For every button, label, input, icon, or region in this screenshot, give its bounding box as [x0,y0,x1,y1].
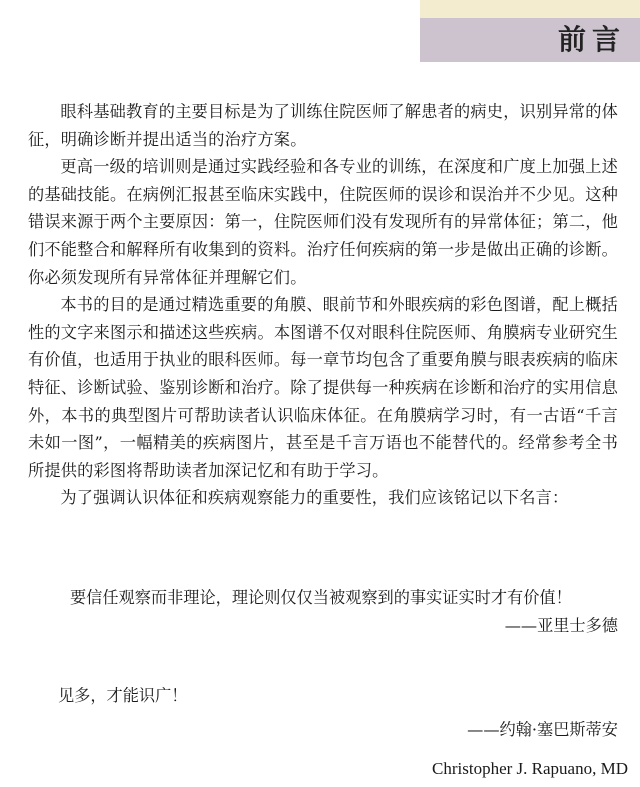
paragraph: 为了强调认识体征和疾病观察能力的重要性，我们应该铭记以下名言： [60,488,569,508]
proverb-text: 见多，才能识广！ [58,686,188,705]
proverb-author: ——约翰·塞巴斯蒂安 [467,720,618,739]
author-signature: Christopher J. Rapuano, MD [432,759,628,778]
paragraph: 更高一级的培训则是通过实践经验和各专业的训练，在深度和广度上加强上述的基础技能。在病例汇报甚至临床实践中，住院医师的误诊和误治并不少见。这种错误来源于两个主要原因：第一，住院医师们没有发现所有的异常体征；第二，他们不能整合和解释所有收集到的资料。治疗任何疾病的第一步是做出正确的诊断。你必须发现所有异常体征并理解它们。 [28,157,618,287]
header-band [420,18,640,62]
quote-author: ——亚里士多德 [504,616,618,635]
page-title: 前言 [557,23,626,56]
header-accent-band [420,0,640,18]
paragraph: 本书的目的是通过精选重要的角膜、眼前节和外眼疾病的彩色图谱，配上概括性的文字来图示和描述这些疾病。本图谱不仅对眼科住院医师、角膜病专业研究生有价值，也适用于执业的眼科医师。每一章节均包含了重要角膜与眼表疾病的临床特征、诊断试验、鉴别诊断和治疗。除了提供每一种疾病在诊断和治疗的实用信息外，本书的典型图片可帮助读者认识临床体征。在角膜病学习时，有一古语“千言未如一图”，一幅精美的疾病图片，甚至是千言万语也不能替代的。经常参考全书所提供的彩图将帮助读者加深记忆和有助于学习。 [28,295,618,480]
paragraph: 眼科基础教育的主要目标是为了训练住院医师了解患者的病史，识别异常的体征，明确诊断并提出适当的治疗方案。 [28,102,618,149]
preface-body [28,98,618,512]
quote-text: 要信任观察而非理论，理论则仅仅当被观察到的事实证实时才有价值！ [70,588,572,607]
